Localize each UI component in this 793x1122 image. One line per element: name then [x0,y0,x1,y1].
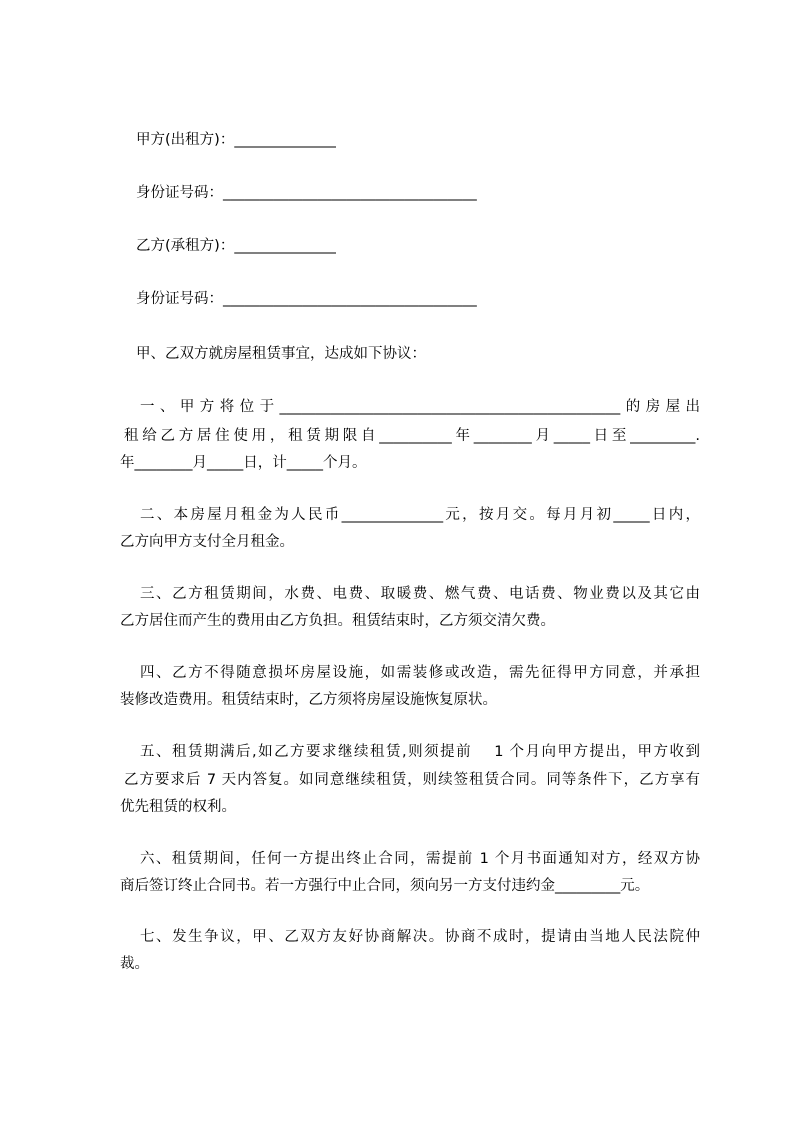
clause-line: 商后签订终止合同书。若一方强行中止合同，须向另一方支付违约金_________元。 [120,878,650,894]
clause-line: 五、租赁期满后,如乙方要求继续租赁,则须提前 1 个月向甲方提出，甲方收到 [140,744,700,760]
party-a-id-field: 身份证号码：___________________________________ [136,185,477,201]
clause-line: 一、甲方将位于_______________________________________________的房屋出 [140,399,700,415]
clause-line: 乙方要求后 7 天内答复。如同意继续租赁，则续签租赁合同。同等条件下，乙方享有 [124,772,700,788]
clause-line: 三、乙方租赁期间，水费、电费、取暖费、燃气费、电话费、物业费以及其它由 [140,586,700,602]
clause-line: 租给乙方居住使用，租赁期限自__________年________月_____日至_________. [124,428,700,444]
clause-line: 二、本房屋月租金为人民币______________元，按月交。每月月初_____日内， [140,507,700,523]
clause-line: 装修改造费用。租赁结束时，乙方须将房屋设施恢复原状。 [120,692,497,708]
party-a-field: 甲方(出租方)：______________ [136,132,336,148]
intro-paragraph: 甲、乙双方就房屋租赁事宜，达成如下协议： [136,346,426,362]
clause-line: 年________月_____日，计_____个月。 [120,455,367,471]
clause-line: 六、租赁期间，任何一方提出终止合同，需提前 1 个月书面通知对方，经双方协 [140,851,700,867]
clause-line: 裁。 [120,956,149,972]
clause-line: 四、乙方不得随意损坏房屋设施，如需装修或改造，需先征得甲方同意，并承担 [140,665,700,681]
clause-line: 七、发生争议，甲、乙双方友好协商解决。协商不成时，提请由当地人民法院仲 [140,929,700,945]
party-b-id-field: 身份证号码：___________________________________ [136,291,477,307]
party-b-field: 乙方(承租方)：______________ [136,238,336,254]
clause-line: 乙方居住而产生的费用由乙方负担。租赁结束时，乙方须交清欠费。 [120,613,555,629]
clause-line: 乙方向甲方支付全月租金。 [120,534,294,550]
clause-line: 优先租赁的权利。 [120,799,236,815]
